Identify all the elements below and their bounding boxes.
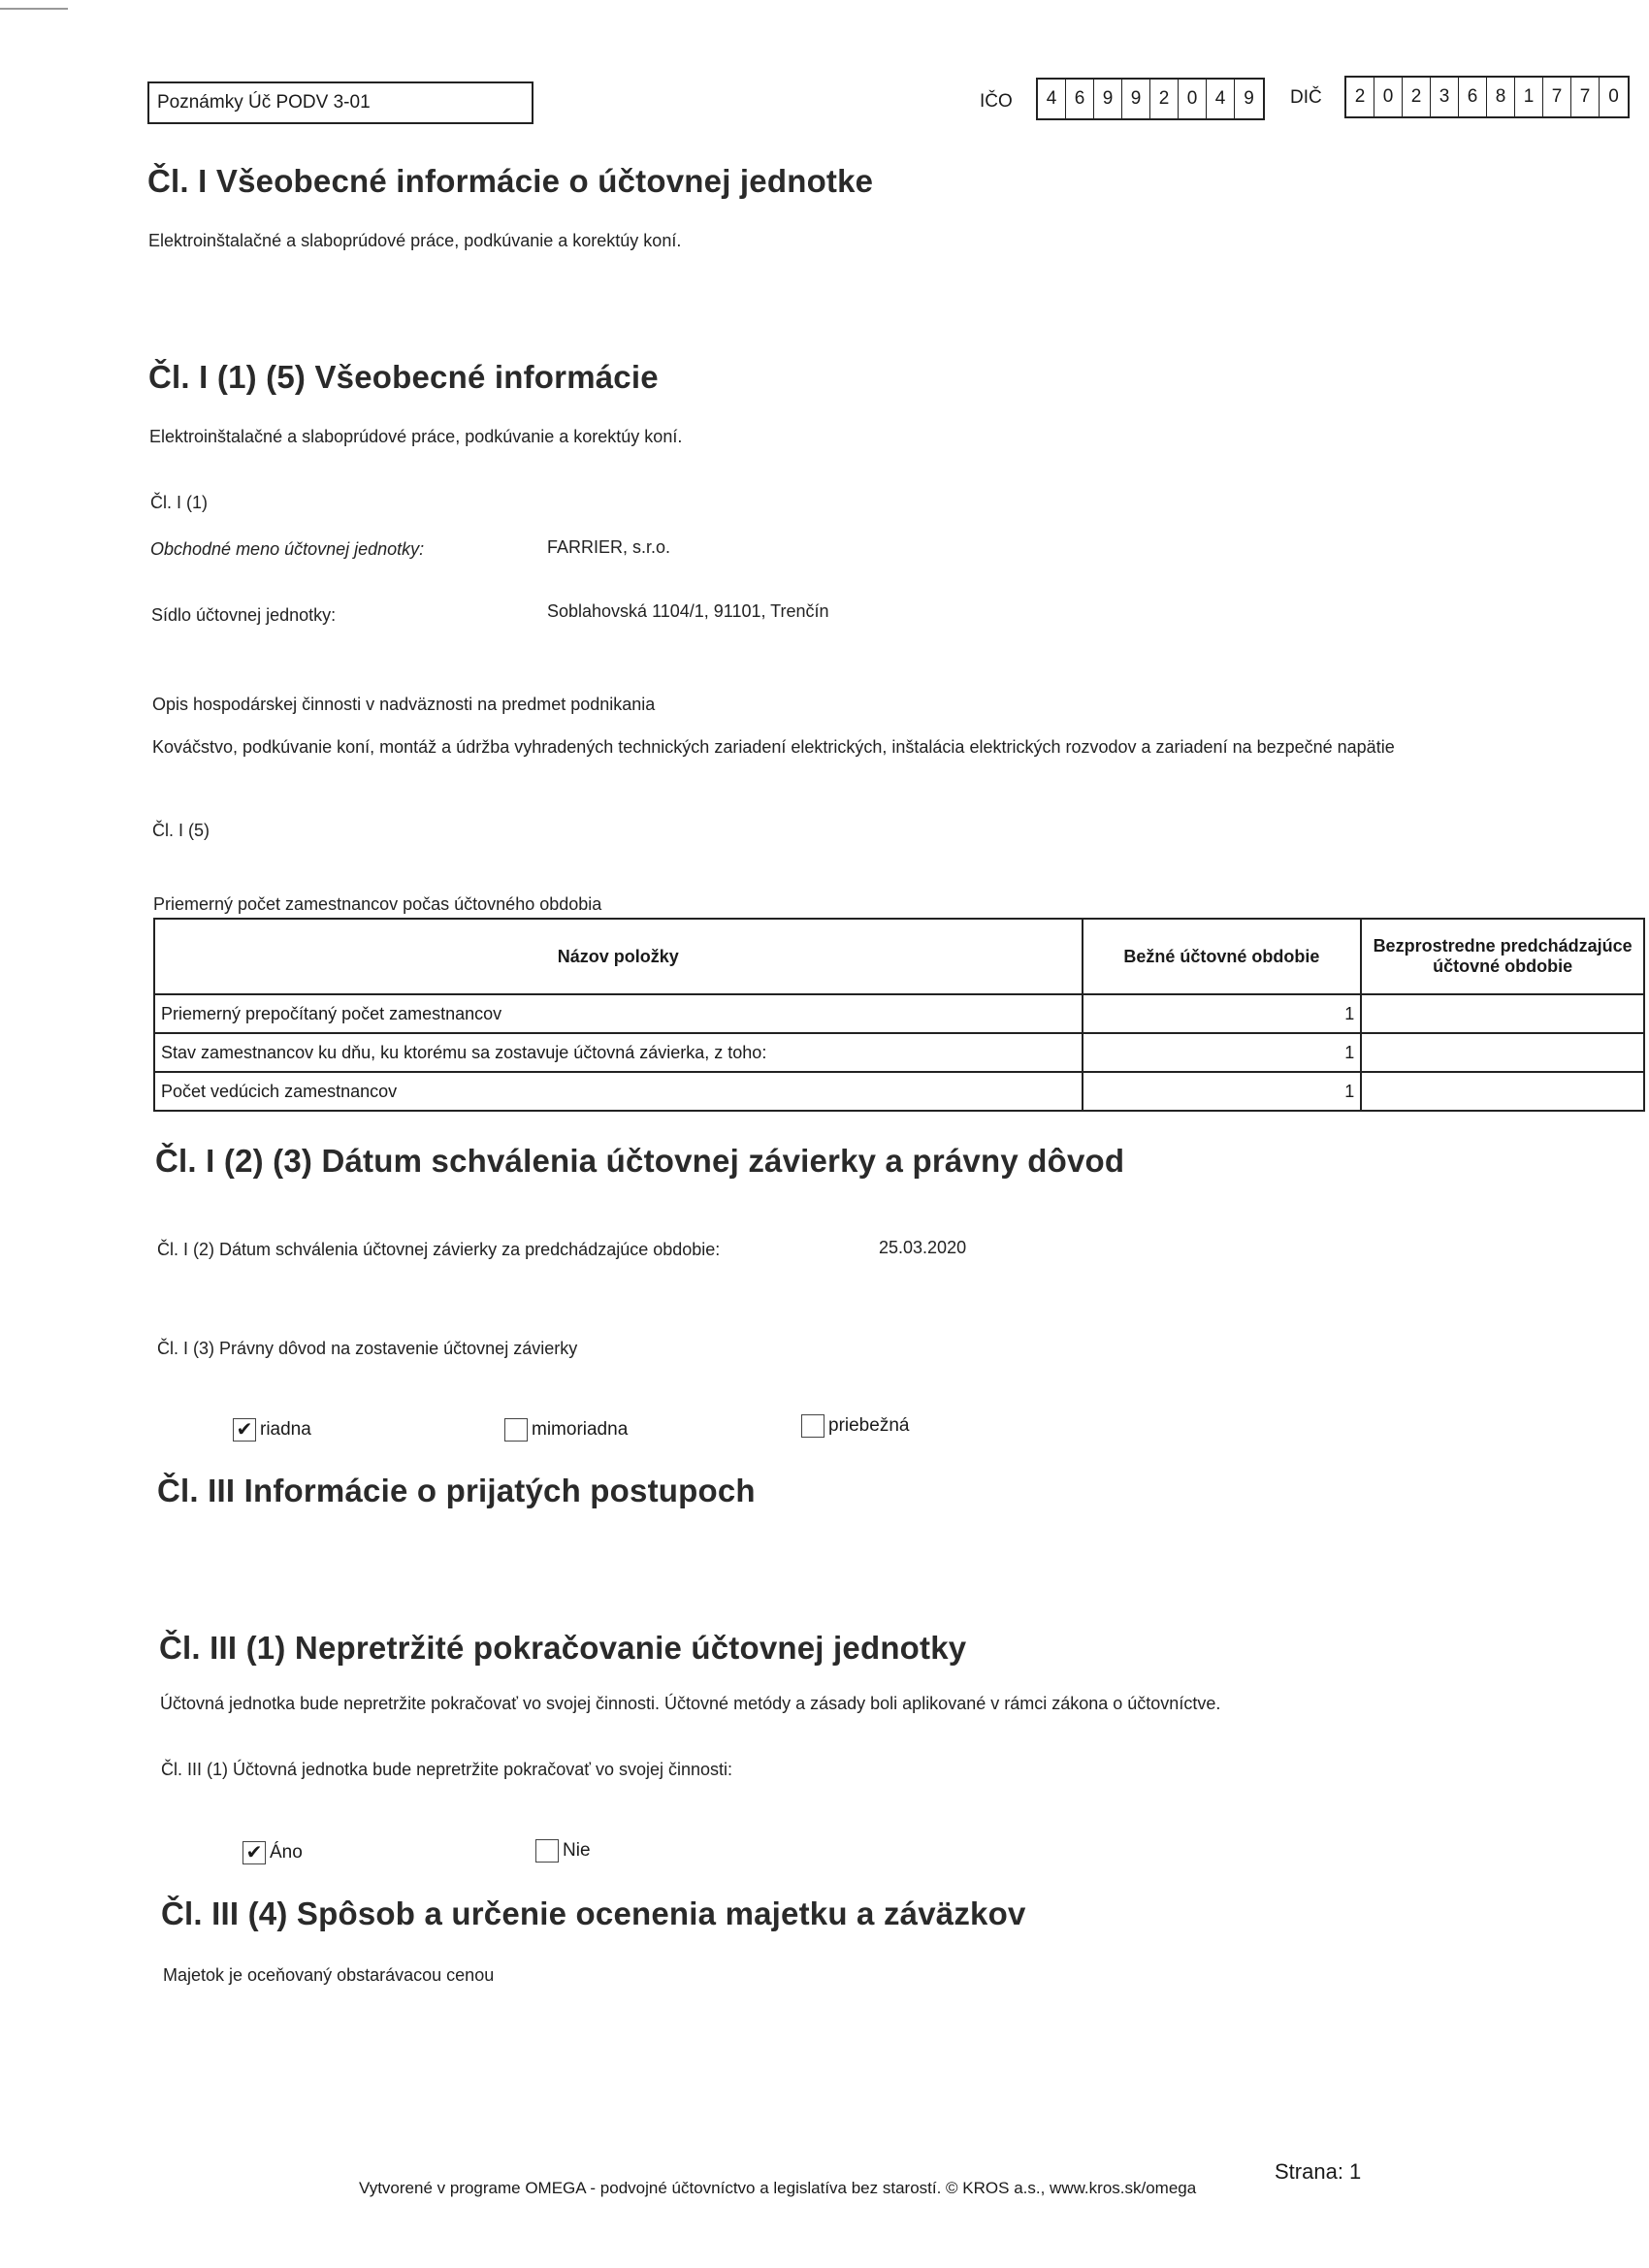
checkbox-priebezna[interactable] xyxy=(801,1414,909,1438)
row-name: Stav zamestnancov ku dňu, ku ktorému sa zostavuje účtovná závierka, z toho: xyxy=(154,1033,1083,1072)
checkmark-icon: ✔ xyxy=(233,1418,256,1442)
ico-digit: 9 xyxy=(1122,80,1150,118)
dic-digit: 0 xyxy=(1608,86,1619,107)
section-general-info-title: Čl. I Všeobecné informácie o účtovnej jednotke xyxy=(147,163,874,199)
checkbox-label: Nie xyxy=(563,1840,591,1861)
checkbox-nie[interactable] xyxy=(535,1839,591,1863)
subsection-label: Čl. I (1) xyxy=(150,493,209,512)
empty-checkbox-icon xyxy=(801,1414,824,1438)
checkbox-label: Áno xyxy=(270,1842,303,1863)
row-name: Počet vedúcich zamestnancov xyxy=(154,1072,1083,1111)
dic-digit: 8 xyxy=(1487,78,1515,116)
row-previous xyxy=(1361,1033,1644,1072)
row-name: Priemerný prepočítaný počet zamestnancov xyxy=(154,994,1083,1033)
section-general-info-1-5-text: Elektroinštalačné a slaboprúdové práce, podkúvanie a korektúy koní. xyxy=(149,427,683,446)
going-concern-text: Účtovná jednotka bude nepretržite pokračovať vo svojej činnosti. Účtovné metódy a zásady boli aplikované v rámci zákona o účtovníctve. xyxy=(160,1694,1221,1713)
section-general-info-text: Elektroinštalačné a slaboprúdové práce, podkúvanie a korektúy koní. xyxy=(148,231,682,250)
ico-cells xyxy=(1036,78,1265,120)
company-seat-label: Sídlo účtovnej jednotky: xyxy=(151,605,337,625)
row-current: 1 xyxy=(1083,994,1362,1033)
activity-value: Kováčstvo, podkúvanie koní, montáž a údržba vyhradených technických zariadení elektrických, inštalácia elektrických rozvodov a zariadení na bezpečné napätie xyxy=(152,737,1395,757)
approval-date-label: Čl. I (2) Dátum schválenia účtovnej závierky za predchádzajúce obdobie: xyxy=(157,1240,721,1259)
dic-digit: 2 xyxy=(1346,78,1374,116)
table-row xyxy=(154,994,1644,1033)
checkbox-mimoriadna[interactable] xyxy=(504,1418,628,1442)
subsection-label: Čl. I (5) xyxy=(152,821,210,840)
going-concern-question: Čl. III (1) Účtovná jednotka bude nepretržite pokračovať vo svojej činnosti: xyxy=(161,1760,733,1779)
section-general-info-1-5-title: Čl. I (1) (5) Všeobecné informácie xyxy=(148,359,659,395)
dic-digit: 0 xyxy=(1374,78,1403,116)
ico-digit: 0 xyxy=(1179,80,1207,118)
approval-date-value: 25.03.2020 xyxy=(879,1238,967,1257)
row-current: 1 xyxy=(1083,1072,1362,1111)
scan-edge-line xyxy=(0,8,68,10)
ico-digit: 4 xyxy=(1038,80,1066,118)
row-previous xyxy=(1361,1072,1644,1111)
dic-digit: 6 xyxy=(1459,78,1487,116)
dic-digit: 1 xyxy=(1515,78,1543,116)
dic-digit: 2 xyxy=(1403,78,1431,116)
ico-digit: 6 xyxy=(1066,80,1094,118)
page-number: Strana: 1 xyxy=(1275,2159,1362,2184)
form-name-box: Poznámky Úč PODV 3-01 xyxy=(147,81,534,124)
ico-digit: 9 xyxy=(1244,88,1254,109)
section-valuation-title: Čl. III (4) Spôsob a určenie ocenenia majetku a záväzkov xyxy=(161,1895,1026,1931)
company-name-label: Obchodné meno účtovnej jednotky: xyxy=(150,539,425,559)
dic-digit: 7 xyxy=(1543,78,1571,116)
checkbox-ano[interactable] xyxy=(242,1841,303,1864)
table-header-row xyxy=(154,919,1644,994)
checkbox-label: mimoriadna xyxy=(532,1419,629,1440)
ico-label: IČO xyxy=(980,91,1013,112)
column-header: Bežné účtovné obdobie xyxy=(1083,919,1362,994)
dic-digit: 7 xyxy=(1571,78,1600,116)
dic-label: DIČ xyxy=(1290,87,1322,108)
company-seat-value: Soblahovská 1104/1, 91101, Trenčín xyxy=(547,601,829,621)
dic-digit: 3 xyxy=(1431,78,1459,116)
checkbox-riadna[interactable] xyxy=(233,1418,311,1442)
empty-checkbox-icon xyxy=(535,1839,559,1863)
column-header: Bezprostredne predchádzajúce účtovné obdobie xyxy=(1361,919,1644,994)
section-approval-title: Čl. I (2) (3) Dátum schválenia účtovnej závierky a právny dôvod xyxy=(155,1143,1125,1179)
empty-checkbox-icon xyxy=(504,1418,528,1442)
section-going-concern-title: Čl. III (1) Nepretržité pokračovanie účtovnej jednotky xyxy=(159,1630,967,1666)
valuation-text: Majetok je oceňovaný obstarávacou cenou xyxy=(163,1965,495,1985)
dic-cells xyxy=(1344,76,1630,118)
footer-text: Vytvorené v programe OMEGA - podvojné účtovníctvo a legislatíva bez starostí. © KROS a.s., www.kros.sk/omega xyxy=(359,2179,1197,2197)
table-row xyxy=(154,1072,1644,1111)
ico-digit: 9 xyxy=(1094,80,1122,118)
column-header: Názov položky xyxy=(154,919,1083,994)
checkmark-icon: ✔ xyxy=(242,1841,266,1864)
table-row xyxy=(154,1033,1644,1072)
ico-digit: 2 xyxy=(1150,80,1179,118)
checkbox-label: priebežná xyxy=(828,1415,910,1436)
company-name-value: FARRIER, s.r.o. xyxy=(547,537,671,557)
row-previous xyxy=(1361,994,1644,1033)
employees-caption: Priemerný počet zamestnancov počas účtovného obdobia xyxy=(153,894,602,914)
ico-digit: 4 xyxy=(1207,80,1235,118)
section-procedures-title: Čl. III Informácie o prijatých postupoch xyxy=(157,1473,756,1508)
row-current: 1 xyxy=(1083,1033,1362,1072)
activity-label: Opis hospodárskej činnosti v nadväznosti na predmet podnikania xyxy=(152,695,656,714)
legal-reason-label: Čl. I (3) Právny dôvod na zostavenie účtovnej závierky xyxy=(157,1339,578,1358)
checkbox-label: riadna xyxy=(260,1419,311,1440)
employees-table xyxy=(153,918,1645,1112)
